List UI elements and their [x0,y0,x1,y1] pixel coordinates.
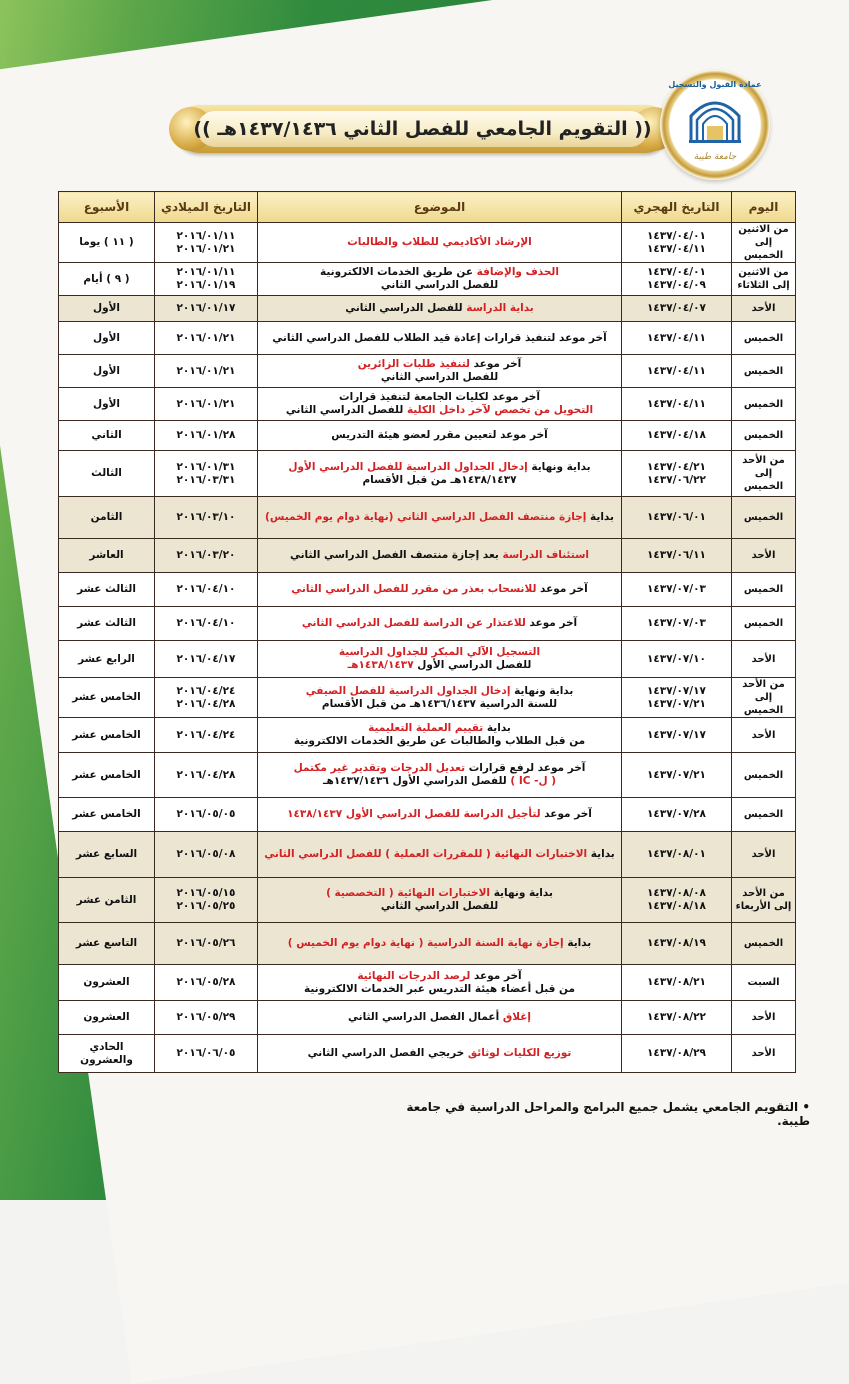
subject-highlight: آخر موعد [540,583,588,595]
subject-highlight: آخر موعد [473,969,522,982]
subject-highlight: بداية الدراسة [466,302,534,314]
cell-hijri-date: ١٤٣٧/٠٧/١٧ [622,718,732,753]
subject-text: تقييم العملية التعليمية [368,722,484,734]
cell-day: من الاثنين إلى الخميس [732,223,796,263]
table-row [59,607,796,641]
subject-line [261,685,618,698]
cell-subject [258,573,622,607]
cell-day: الأحد [732,832,796,878]
cell-week: الخامس عشر [59,798,155,832]
header-week: الأسبوع [59,192,155,223]
subject-line [261,722,618,735]
cell-week: الثالث عشر [59,573,155,607]
subject-line [261,266,618,279]
subject-line [261,808,618,821]
cell-gregorian-date: ٢٠١٦/٠٥/١٥ ٢٠١٦/٠٥/٢٥ [155,878,258,923]
cell-week: السابع عشر [59,832,155,878]
subject-line [261,735,618,748]
subject-text: ١٤٣٨/١٤٣٧هـ [347,659,414,671]
table-row [59,497,796,539]
subject-text: الاختبارات النهائية ( التخصصية ) [326,887,491,899]
cell-hijri-date: ١٤٣٧/٠٨/٠١ [622,832,732,878]
cell-hijri-date: ١٤٣٧/٠٦/١١ [622,539,732,573]
table-row [59,296,796,322]
cell-gregorian-date: ٢٠١٦/٠١/١١ ٢٠١٦/٠١/٢١ [155,223,258,263]
subject-line [261,698,618,711]
subject-text: التسجيل الآلي المبكر للجداول الدراسية [338,646,541,658]
cell-subject [258,718,622,753]
cell-hijri-date: ١٤٣٧/٠٨/٢٩ [622,1035,732,1073]
cell-week: الأول [59,296,155,322]
cell-day: من الأحد إلى الأربعاء [732,878,796,923]
cell-subject [258,1001,622,1035]
subject-line [261,848,618,861]
subject-text: من قبل أعضاء هيئة التدريس عبر الخدمات الالكترونية [303,982,575,995]
subject-line [261,511,618,524]
subject-highlight: الإرشاد الأكاديمي للطلاب والطالبات [347,236,532,248]
cell-day: الخميس [732,497,796,539]
table-row [59,1001,796,1035]
table-row [59,421,796,451]
subject-line [261,236,618,249]
subject-highlight: إغلاق [502,1011,531,1023]
subject-highlight: آخر موعد لتعيين مقرر لعضو هيئة التدريس [331,429,548,441]
subject-highlight: آخر موعد لكليات الجامعة لتنفيذ قرارات [339,391,540,403]
cell-gregorian-date: ٢٠١٦/٠٣/٢٠ [155,539,258,573]
subject-highlight: بداية ونهاية [531,460,591,473]
cell-hijri-date: ١٤٣٧/٠٤/٠١ ١٤٣٧/٠٤/١١ [622,223,732,263]
cell-day: الأحد [732,296,796,322]
cell-day: الخميس [732,322,796,355]
subject-highlight: استئناف الدراسة [502,549,590,561]
table-row [59,355,796,388]
table-row [59,678,796,718]
cell-day: الخميس [732,421,796,451]
calendar-table [58,191,796,1073]
cell-gregorian-date: ٢٠١٦/٠١/٢٨ [155,421,258,451]
subject-line [261,775,618,788]
subject-line [261,279,618,292]
cell-subject [258,296,622,322]
cell-subject [258,641,622,678]
subject-text: بعد إجازة منتصف الفصل الدراسي الثاني [289,549,499,561]
subject-highlight: الحذف والإضافة [476,266,559,278]
cell-day: الخميس [732,753,796,798]
cell-gregorian-date: ٢٠١٦/٠٤/١٠ [155,573,258,607]
cell-subject [258,451,622,497]
cell-subject [258,1035,622,1073]
header-subject: الموضوع [258,192,622,223]
table-row [59,641,796,678]
subject-line [261,358,618,371]
cell-week: العاشر [59,539,155,573]
cell-gregorian-date: ٢٠١٦/٠٥/٠٨ [155,832,258,878]
subject-highlight: بداية [590,848,615,860]
subject-line [261,970,618,983]
subject-line [261,1011,618,1024]
subject-text: إدخال الجداول الدراسية للفصل الصيفي [305,684,511,697]
subject-line [261,332,618,345]
subject-highlight: آخر موعد [529,617,578,629]
subject-text: ١٤٣٨/١٤٣٧هـ من قبل الأقسام [362,473,517,486]
header-hijri-date: التاريخ الهجري [622,192,732,223]
cell-week: الخامس عشر [59,718,155,753]
cell-hijri-date: ١٤٣٧/٠٤/٠٧ [622,296,732,322]
subject-highlight: بداية [486,722,511,734]
cell-day: من الأحد إلى الخميس [732,678,796,718]
subject-highlight: آخر موعد لرفع قرارات [468,762,586,774]
cell-week: الأول [59,388,155,421]
cell-subject [258,753,622,798]
footnote: • التقويم الجامعي يشمل جميع البرامج والمراحل الدراسية في جامعة طيبة. [406,1100,810,1128]
subject-text: لتأجيل الدراسة للفصل الدراسي الأول ١٤٣٨/١٤٣٧ [287,808,541,820]
cell-gregorian-date: ٢٠١٦/٠٥/٠٥ [155,798,258,832]
cell-subject [258,421,622,451]
cell-week: الحادي والعشرون [59,1035,155,1073]
table-row [59,923,796,965]
subject-line [261,429,618,442]
subject-highlight: بداية ونهاية [514,684,574,697]
subject-line [261,549,618,562]
cell-day: الخميس [732,798,796,832]
cell-day: الأحد [732,641,796,678]
cell-week: التاسع عشر [59,923,155,965]
subject-text: عن طريق الخدمات الالكترونية [320,266,474,278]
cell-subject [258,832,622,878]
cell-subject [258,539,622,573]
subject-line [261,659,618,672]
logo-signature: جامعة طيبة [693,152,737,162]
subject-highlight: التحويل من تخصص لآخر داخل الكلية [406,404,594,416]
subject-highlight: للفصل الدراسي الأول [417,659,532,671]
subject-text: للفصل الدراسي الأول ١٤٣٧/١٤٣٦هـ [322,775,507,787]
table-row [59,451,796,497]
cell-gregorian-date: ٢٠١٦/٠١/١٧ [155,296,258,322]
subject-text: أعمال الفصل الدراسي الثاني [348,1011,500,1023]
cell-hijri-date: ١٤٣٧/٠٨/٢١ [622,965,732,1001]
cell-hijri-date: ١٤٣٧/٠٤/١١ [622,388,732,421]
subject-highlight: آخر موعد لتنفيذ قرارات إعادة قيد الطلاب للفصل الدراسي الثاني [272,331,607,344]
cell-hijri-date: ١٤٣٧/٠٧/٢٨ [622,798,732,832]
table-row [59,878,796,923]
table-row [59,223,796,263]
cell-hijri-date: ١٤٣٧/٠٨/٠٨ ١٤٣٧/٠٨/١٨ [622,878,732,923]
table-row [59,753,796,798]
table-row [59,965,796,1001]
cell-subject [258,322,622,355]
cell-week: ( ٩ ) أيام [59,263,155,296]
subject-highlight: آخر موعد [544,808,592,820]
cell-subject [258,923,622,965]
cell-subject [258,965,622,1001]
subject-text: للفصل الدراسي الثاني [380,900,499,912]
cell-hijri-date: ١٤٣٧/٠٨/٢٢ [622,1001,732,1035]
cell-day: الخميس [732,388,796,421]
subject-text: الاختبارات النهائية ( للمقررات العملية ) للفصل الدراسي الثاني [264,848,588,860]
subject-highlight: توزيع الكليات لوثائق [467,1047,572,1059]
cell-subject [258,607,622,641]
cell-subject [258,263,622,296]
cell-day: الخميس [732,923,796,965]
cell-day: الخميس [732,355,796,388]
cell-gregorian-date: ٢٠١٦/٠٤/١٠ [155,607,258,641]
cell-week: الأول [59,355,155,388]
subject-text: للانسحاب بعذر من مقرر للفصل الدراسي الثاني [291,583,537,595]
cell-day: الخميس [732,607,796,641]
subject-line [261,302,618,315]
subject-line [261,762,618,775]
table-row [59,322,796,355]
subject-text: لتنفيذ طلبات الزائرين [357,358,470,370]
subject-highlight: بداية ونهاية [493,887,553,899]
table-row [59,539,796,573]
cell-week: الثامن عشر [59,878,155,923]
cell-week: الثامن [59,497,155,539]
subject-text: للاعتذار عن الدراسة للفصل الدراسي الثاني [301,617,526,629]
cell-hijri-date: ١٤٣٧/٠٦/٠١ [622,497,732,539]
cell-day: السبت [732,965,796,1001]
subject-highlight: ( ل- IC ) [510,775,557,787]
cell-week: الخامس عشر [59,753,155,798]
subject-text: للفصل الدراسي الثاني [285,404,404,416]
table-row [59,718,796,753]
table-row [59,388,796,421]
cell-hijri-date: ١٤٣٧/٠٧/١٠ [622,641,732,678]
subject-line [261,404,618,417]
subject-line [261,391,618,404]
cell-day: من الاثنين إلى الثلاثاء [732,263,796,296]
cell-week: الثاني [59,421,155,451]
subject-line [261,983,618,996]
cell-gregorian-date: ٢٠١٦/٠٥/٢٨ [155,965,258,1001]
cell-subject [258,355,622,388]
header-gregorian-date: التاريخ الميلادي [155,192,258,223]
cell-hijri-date: ١٤٣٧/٠٧/٢١ [622,753,732,798]
subject-line [261,887,618,900]
subject-text: تعديل الدرجات وتقدير غير مكتمل [293,762,466,774]
subject-text: لرصد الدرجات النهائية [357,969,471,982]
subject-highlight: آخر موعد [473,358,522,370]
table-row [59,1035,796,1073]
subject-text: للسنة الدراسية ١٤٣٦/١٤٣٧هـ من قبل الأقسام [321,697,558,710]
cell-gregorian-date: ٢٠١٦/٠١/١١ ٢٠١٦/٠١/١٩ [155,263,258,296]
subject-line [261,646,618,659]
cell-hijri-date: ١٤٣٧/٠٧/٠٣ [622,573,732,607]
table-row [59,573,796,607]
cell-gregorian-date: ٢٠١٦/٠١/٢١ [155,355,258,388]
subject-line [261,474,618,487]
cell-hijri-date: ١٤٣٧/٠٤/٠١ ١٤٣٧/٠٤/٠٩ [622,263,732,296]
subject-text: إدخال الجداول الدراسية للفصل الدراسي الأول [288,460,528,473]
cell-hijri-date: ١٤٣٧/٠٧/١٧ ١٤٣٧/٠٧/٢١ [622,678,732,718]
header-day: اليوم [732,192,796,223]
table-header-row [59,192,796,223]
subject-text: إجازة نهاية السنة الدراسية ( نهاية دوام يوم الخميس ) [287,937,564,949]
cell-week: الثالث عشر [59,607,155,641]
cell-day: الخميس [732,573,796,607]
page-title: (( التقويم الجامعي للفصل الثاني ١٤٣٧/١٤٣٦هـ )) [193,118,652,140]
cell-hijri-date: ١٤٣٧/٠٤/٢١ ١٤٣٧/٠٦/٢٢ [622,451,732,497]
cell-hijri-date: ١٤٣٧/٠٤/١١ [622,355,732,388]
cell-gregorian-date: ٢٠١٦/٠٤/٢٤ [155,718,258,753]
subject-text: من قبل الطلاب والطالبات عن طريق الخدمات الالكترونية [293,735,586,747]
mosque-arch-icon [685,92,745,144]
cell-week: الأول [59,322,155,355]
cell-subject [258,223,622,263]
cell-week: ( ١١ ) يوما [59,223,155,263]
table-row [59,263,796,296]
cell-week: الرابع عشر [59,641,155,678]
subject-line [261,371,618,384]
cell-gregorian-date: ٢٠١٦/٠٥/٢٩ [155,1001,258,1035]
cell-day: الأحد [732,1001,796,1035]
logo-top-text: عمادة القبول والتسجيل [668,80,762,89]
subject-text: للفصل الدراسي الثاني [380,279,499,291]
subject-highlight: بداية [567,937,592,949]
cell-subject [258,798,622,832]
cell-hijri-date: ١٤٣٧/٠٨/١٩ [622,923,732,965]
cell-gregorian-date: ٢٠١٦/٠٥/٢٦ [155,923,258,965]
subject-line [261,900,618,913]
subject-text: خريجي الفصل الدراسي الثاني [307,1047,465,1059]
subject-line [261,461,618,474]
cell-day: الأحد [732,539,796,573]
cell-hijri-date: ١٤٣٧/٠٧/٠٣ [622,607,732,641]
cell-gregorian-date: ٢٠١٦/٠١/٣١ ٢٠١٦/٠٣/٣١ [155,451,258,497]
cell-hijri-date: ١٤٣٧/٠٤/١١ [622,322,732,355]
subject-text: للفصل الدراسي الثاني [345,302,463,314]
subject-line [261,617,618,630]
cell-gregorian-date: ٢٠١٦/٠٦/٠٥ [155,1035,258,1073]
cell-hijri-date: ١٤٣٧/٠٤/١٨ [622,421,732,451]
subject-text: إجازة منتصف الفصل الدراسي الثاني (نهاية دوام يوم الخميس) [265,511,587,523]
cell-day: الأحد [732,1035,796,1073]
cell-week: الخامس عشر [59,678,155,718]
cell-week: العشرون [59,1001,155,1035]
cell-gregorian-date: ٢٠١٦/٠٤/١٧ [155,641,258,678]
subject-highlight: بداية [590,511,614,523]
subject-line [261,583,618,596]
cell-day: الأحد [732,718,796,753]
subject-line [261,1047,618,1060]
table-row [59,832,796,878]
cell-week: الثالث [59,451,155,497]
subject-text: للفصل الدراسي الثاني [380,371,499,383]
cell-gregorian-date: ٢٠١٦/٠٣/١٠ [155,497,258,539]
cell-week: العشرون [59,965,155,1001]
cell-gregorian-date: ٢٠١٦/٠٤/٢٨ [155,753,258,798]
cell-day: من الأحد إلى الخميس [732,451,796,497]
table-row [59,798,796,832]
cell-subject [258,388,622,421]
cell-subject [258,678,622,718]
cell-subject [258,878,622,923]
cell-gregorian-date: ٢٠١٦/٠٤/٢٤ ٢٠١٦/٠٤/٢٨ [155,678,258,718]
subject-line [261,937,618,950]
cell-gregorian-date: ٢٠١٦/٠١/٢١ [155,388,258,421]
cell-subject [258,497,622,539]
university-logo [660,70,770,180]
cell-gregorian-date: ٢٠١٦/٠١/٢١ [155,322,258,355]
